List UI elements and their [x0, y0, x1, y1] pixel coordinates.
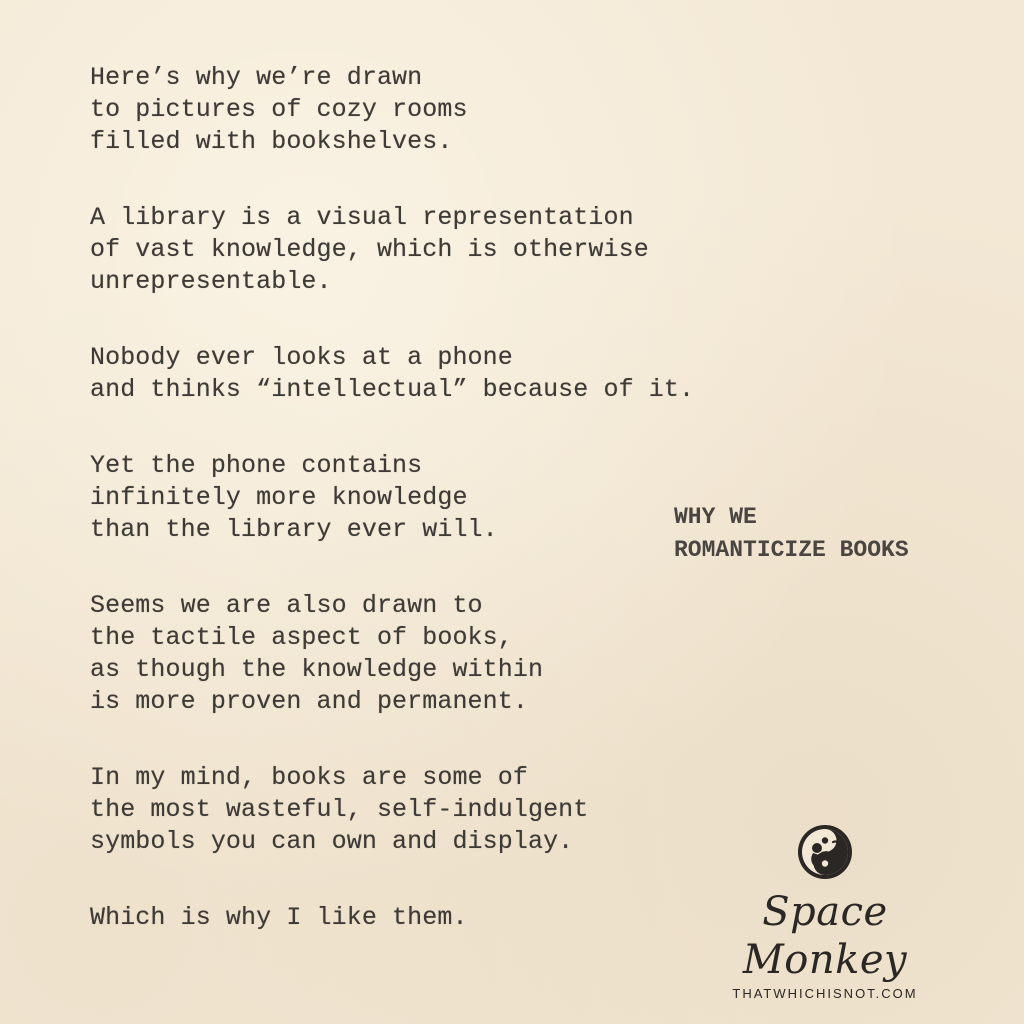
poem-line: filled with bookshelves.: [90, 127, 453, 156]
poem-line: symbols you can own and display.: [90, 827, 574, 856]
poem-line: infinitely more knowledge: [90, 483, 468, 512]
stanza: [90, 342, 710, 406]
poem-line: In my mind, books are some of: [90, 763, 528, 792]
poem-line: the most wasteful, self-indulgent: [90, 795, 589, 824]
space-monkey-logo-icon: [795, 822, 855, 882]
stanza: [90, 762, 710, 858]
poem-line: to pictures of cozy rooms: [90, 95, 468, 124]
poem-line: the tactile aspect of books,: [90, 623, 513, 652]
stanza: [90, 902, 710, 934]
stanza: [90, 590, 710, 718]
poem-line: Nobody ever looks at a phone: [90, 343, 513, 372]
poem-line: of vast knowledge, which is otherwise: [90, 235, 649, 264]
poem-line: Here’s why we’re drawn: [90, 63, 423, 92]
title-line: ROMANTICIZE BOOKS: [674, 537, 909, 563]
poem-line: than the library ever will.: [90, 515, 498, 544]
title-line: WHY WE: [674, 504, 757, 530]
poem-line: and thinks “intellectual” because of it.: [90, 375, 695, 404]
poem-line: as though the knowledge within: [90, 655, 544, 684]
poem-line: Which is why I like them.: [90, 903, 468, 932]
stanza: [90, 450, 710, 546]
poem-line: unrepresentable.: [90, 267, 332, 296]
poem-line: A library is a visual representation: [90, 203, 634, 232]
poem-line: is more proven and permanent.: [90, 687, 528, 716]
brand-url: THATWHICHISNOT.COM: [732, 986, 918, 1001]
poem-body: [90, 62, 710, 978]
brand-name: Space Monkey: [742, 889, 908, 983]
poem-line: Yet the phone contains: [90, 451, 423, 480]
stanza: [90, 202, 710, 298]
stanza: [90, 62, 710, 158]
brand-block: [690, 822, 960, 1002]
poem-line: Seems we are also drawn to: [90, 591, 483, 620]
page-title: [674, 501, 909, 567]
